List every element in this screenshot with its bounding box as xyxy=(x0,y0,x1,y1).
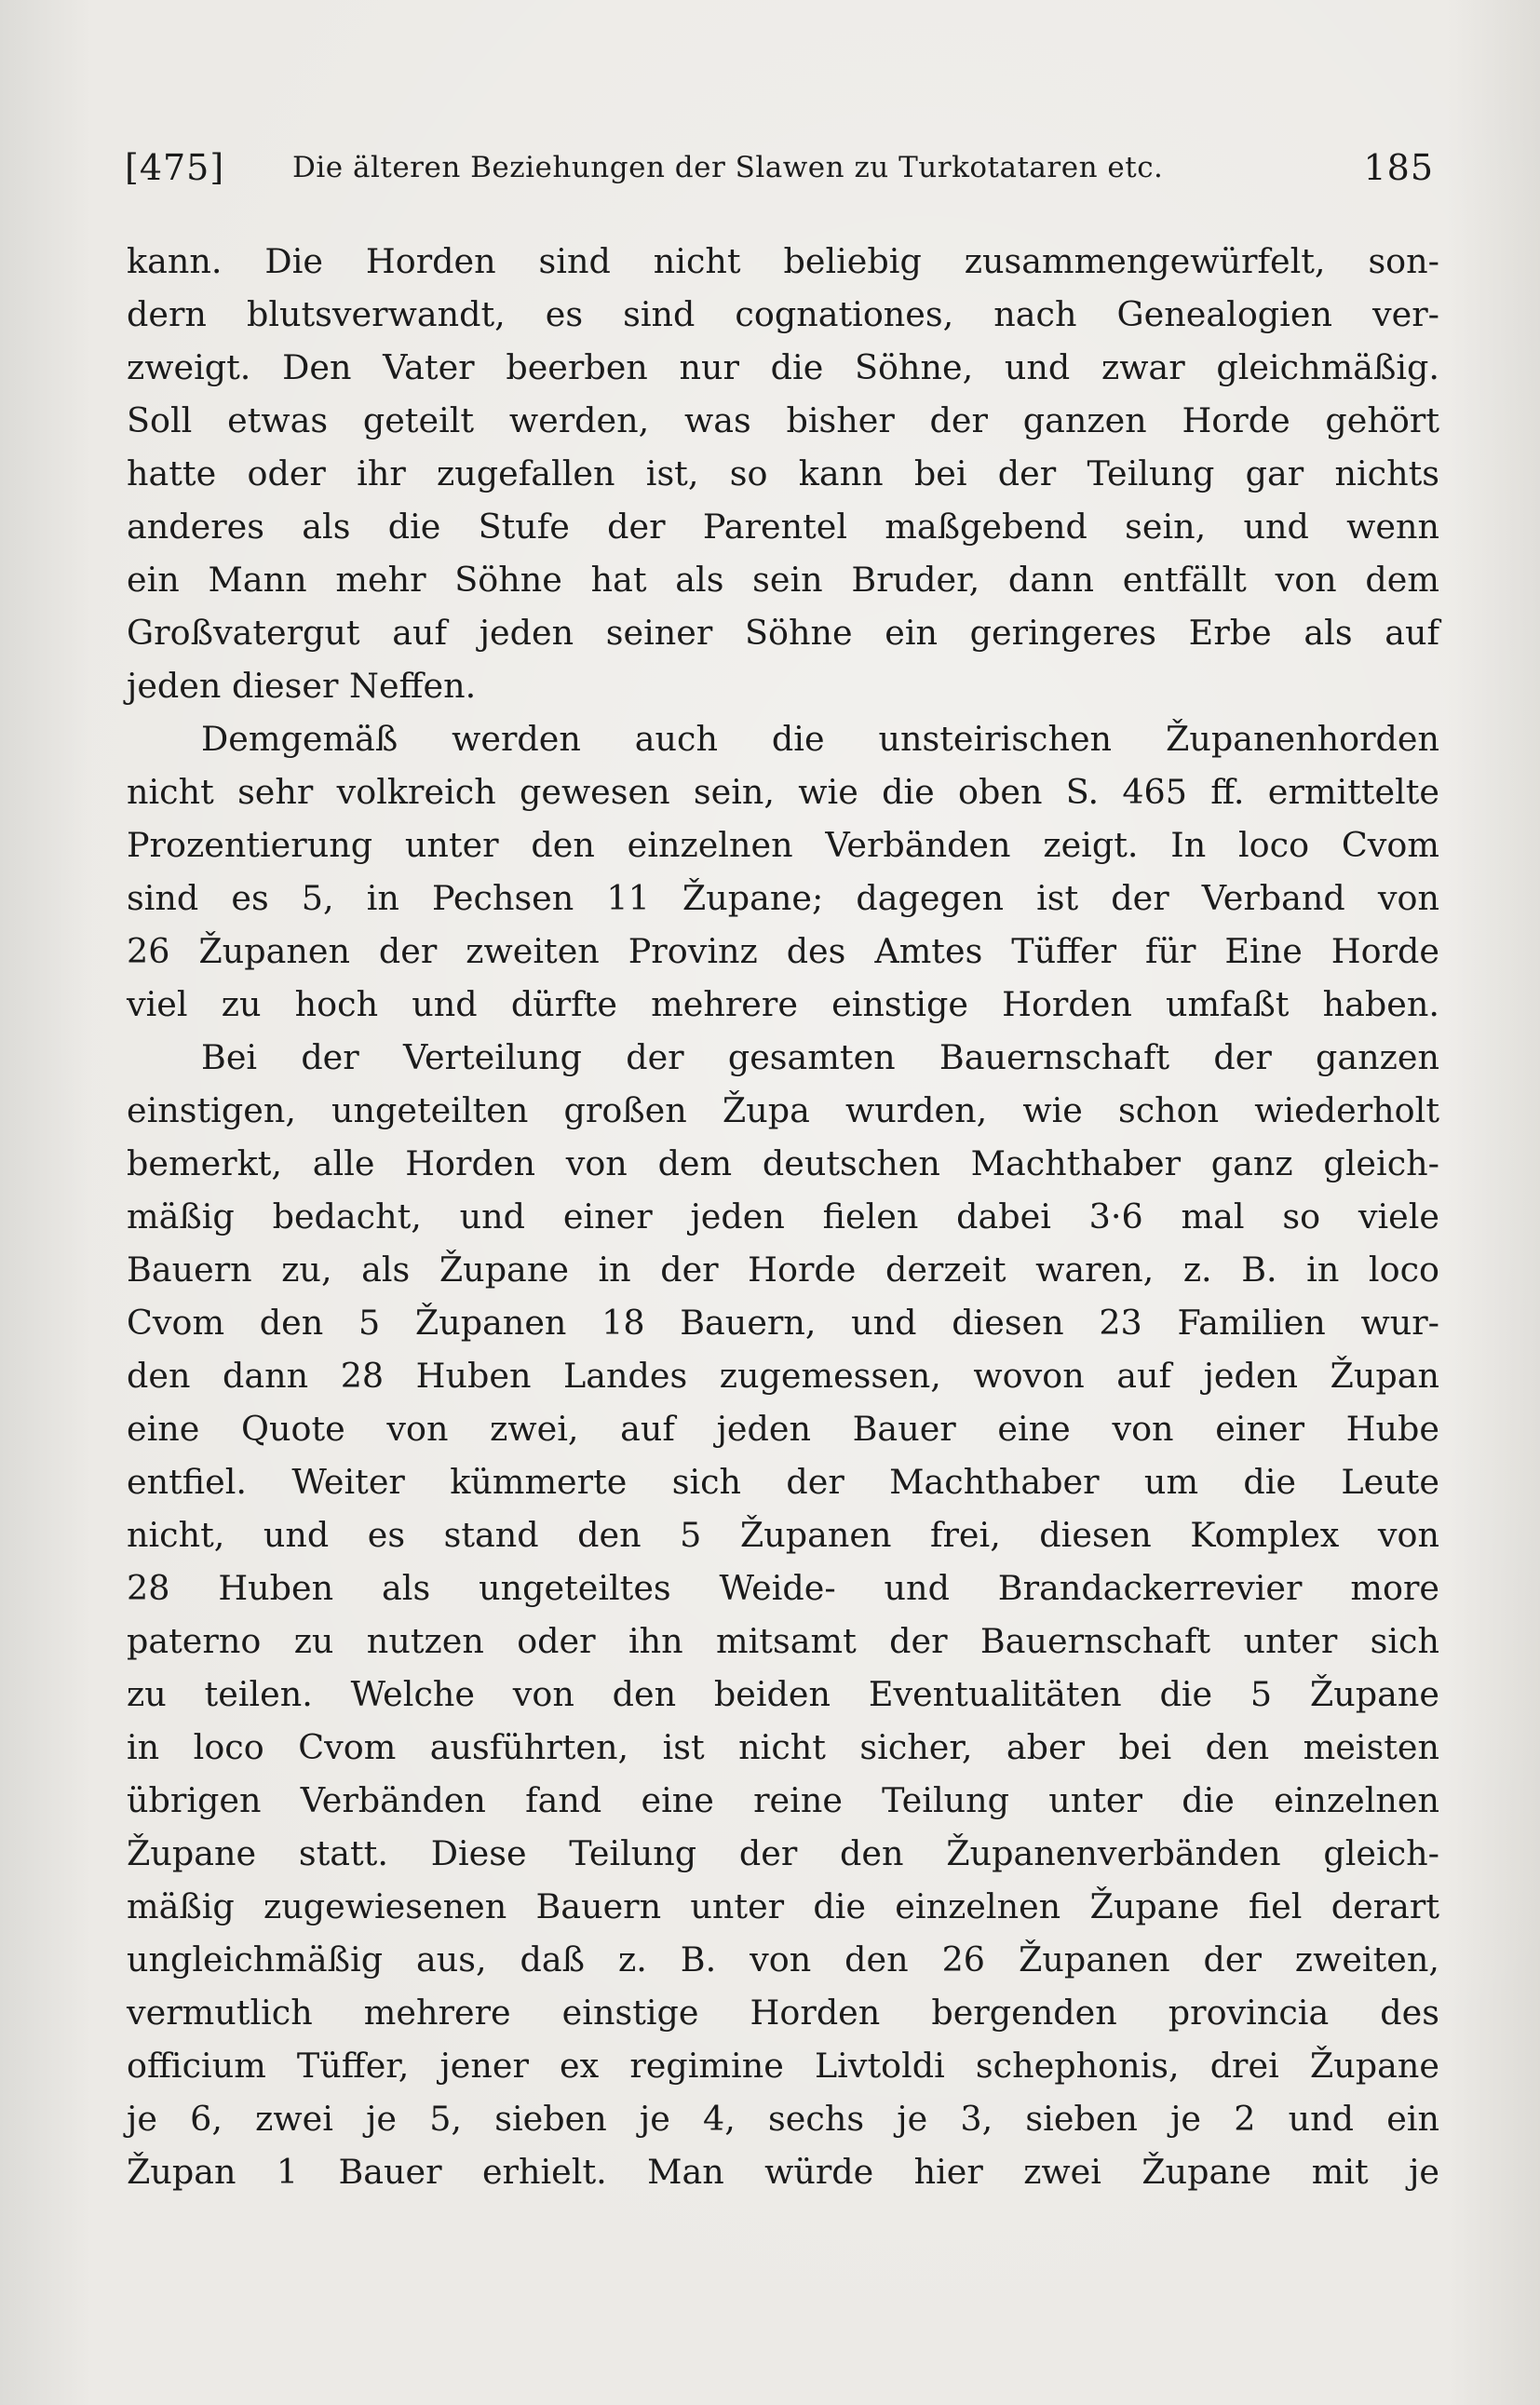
text-line: 26 Županen der zweiten Provinz des Amtes Tüffer für Eine Horde xyxy=(127,931,1439,971)
text-line: den dann 28 Huben Landes zugemessen, wovon auf jeden Župan xyxy=(127,1356,1439,1396)
text-line: nicht, und es stand den 5 Županen frei, diesen Komplex von xyxy=(127,1515,1439,1555)
text-line: nicht sehr volkreich gewesen sein, wie die oben S. 465 ff. ermittelte xyxy=(127,772,1439,812)
text-line: sind es 5, in Pechsen 11 Župane; dagegen ist der Verband von xyxy=(127,878,1439,918)
page-number: 185 xyxy=(1363,147,1434,188)
text-line: zweigt. Den Vater beerben nur die Söhne, und zwar gleichmäßig. xyxy=(127,347,1439,387)
text-line: Župan 1 Bauer erhielt. Man würde hier zwei Župane mit je xyxy=(127,2152,1439,2192)
section-number: [475] xyxy=(125,147,225,188)
text-line: paterno zu nutzen oder ihn mitsamt der Bauernschaft unter sich xyxy=(127,1621,1439,1661)
text-line: entfiel. Weiter kümmerte sich der Machthaber um die Leute xyxy=(127,1462,1439,1502)
text-line: ein Mann mehr Söhne hat als sein Bruder, dann entfällt von dem xyxy=(127,560,1439,600)
text-line: 28 Huben als ungeteiltes Weide- und Brandackerrevier more xyxy=(127,1568,1439,1608)
text-line: in loco Cvom ausführten, ist nicht sicher, aber bei den meisten xyxy=(127,1727,1439,1767)
text-line: Župane statt. Diese Teilung der den Županenverbänden gleich- xyxy=(127,1833,1439,1873)
text-line: ungleichmäßig aus, daß z. B. von den 26 Županen der zweiten, xyxy=(127,1939,1439,1979)
text-line: zu teilen. Welche von den beiden Eventualitäten die 5 Župane xyxy=(127,1674,1439,1714)
text-line: vermutlich mehrere einstige Horden bergenden provincia des xyxy=(127,1993,1439,2033)
text-line: Cvom den 5 Županen 18 Bauern, und diesen 23 Familien wur- xyxy=(127,1303,1439,1343)
paragraph-1 xyxy=(127,235,1439,712)
text-line: Demgemäß werden auch die unsteirischen Županenhorden xyxy=(201,719,1439,759)
text-line: mäßig zugewiesenen Bauern unter die einzelnen Župane fiel derart xyxy=(127,1886,1439,1926)
text-line: Großvatergut auf jeden seiner Söhne ein geringeres Erbe als auf xyxy=(127,613,1439,653)
paragraph-3 xyxy=(127,1031,1439,2198)
text-line: Soll etwas geteilt werden, was bisher der ganzen Horde gehört xyxy=(127,400,1439,440)
running-title: Die älteren Beziehungen der Slawen zu Turkotataren etc. xyxy=(292,151,1164,184)
text-line: Prozentierung unter den einzelnen Verbänden zeigt. In loco Cvom xyxy=(127,825,1439,865)
text-line: einstigen, ungeteilten großen Župa wurden, wie schon wiederholt xyxy=(127,1090,1439,1130)
text-line: Bauern zu, als Župane in der Horde derzeit waren, z. B. in loco xyxy=(127,1250,1439,1290)
text-line: eine Quote von zwei, auf jeden Bauer eine von einer Hube xyxy=(127,1409,1439,1449)
text-line: viel zu hoch und dürfte mehrere einstige Horden umfaßt haben. xyxy=(127,984,1439,1024)
text-line: Bei der Verteilung der gesamten Bauernschaft der ganzen xyxy=(201,1037,1439,1077)
text-line: anderes als die Stufe der Parentel maßgebend sein, und wenn xyxy=(127,507,1439,547)
text-line: übrigen Verbänden fand eine reine Teilung unter die einzelnen xyxy=(127,1780,1439,1820)
text-line: kann. Die Horden sind nicht beliebig zusammengewürfelt, son- xyxy=(127,241,1439,281)
text-line: dern blutsverwandt, es sind cognationes, nach Genealogien ver- xyxy=(127,294,1439,334)
text-line: jeden dieser Neffen. xyxy=(127,666,477,706)
text-line: je 6, zwei je 5, sieben je 4, sechs je 3, sieben je 2 und ein xyxy=(127,2099,1439,2139)
text-line: hatte oder ihr zugefallen ist, so kann bei der Teilung gar nichts xyxy=(127,453,1439,493)
page-header xyxy=(125,147,1434,203)
paragraph-2 xyxy=(127,712,1439,1031)
body-text xyxy=(127,235,1439,2198)
text-line: mäßig bedacht, und einer jeden fielen dabei 3·6 mal so viele xyxy=(127,1196,1439,1236)
text-line: officium Tüffer, jener ex regimine Livtoldi schephonis, drei Župane xyxy=(127,2046,1439,2086)
text-line: bemerkt, alle Horden von dem deutschen Machthaber ganz gleich- xyxy=(127,1143,1439,1183)
